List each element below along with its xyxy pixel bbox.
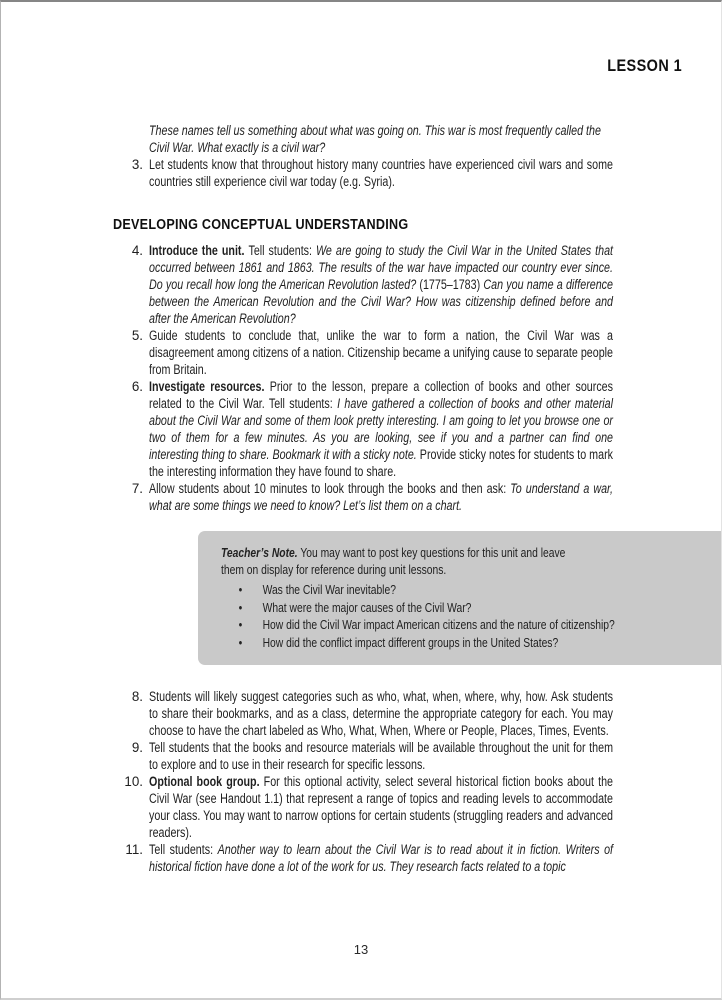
list-item-4 <box>113 242 613 327</box>
text-run: Introduce the unit. <box>149 243 249 258</box>
note-bullet <box>221 634 721 652</box>
list-item-5 <box>113 327 613 378</box>
list-item-9 <box>113 739 613 773</box>
text-run: What were the major causes of the Civil War? <box>262 599 472 615</box>
text-run: Can you name a difference between the American Revolution and the Civil War? How was citizenship defined before and after the American Revolution? <box>149 277 613 326</box>
text-run: Prior to the lesson, prepare a collection of books and other sources related to the Civil War. Tell students: <box>149 379 613 411</box>
text-run: For this optional activity, select several historical fiction books about the Civil War (see Handout 1.1) that represent a range of topics and reading levels to accommodate your class. You may want to narrow options for certain students (struggling readers and advanced readers). <box>149 774 613 840</box>
text-run: Provide sticky notes for students to mark the interesting information they have found to share. <box>149 447 613 479</box>
item-number: 10. <box>124 774 143 789</box>
text-run: Tell students that the books and resource materials will be available throughout the unit for them to explore and to use in their research for specific lessons. <box>149 740 613 772</box>
list-item-3 <box>113 156 613 190</box>
teachers-note-bullets <box>221 581 721 651</box>
text-run: Tell students: <box>149 842 218 857</box>
teachers-note-text <box>221 544 575 578</box>
text-run: Another way to learn about the Civil War is to read about it in fiction. Writers of historical fiction have done a lot of the work for us. They research facts related to a topic <box>149 842 613 874</box>
intro-paragraph <box>113 122 613 156</box>
note-bullet <box>221 581 721 599</box>
text-run: Guide students to conclude that, unlike the war to form a nation, the Civil War was a disagreement among citizens of a nation. Citizenship became a unifying cause to separate people from Britain. <box>149 328 613 377</box>
text-run: How did the conflict impact different groups in the United States? <box>262 634 559 650</box>
text-run: To understand a war, what are some things we need to know? Let’s list them on a chart. <box>149 481 613 513</box>
note-bullet <box>221 599 721 617</box>
text-run: (1775–1783) <box>419 277 484 292</box>
text-run: These names tell us something about what was going on. This war is most frequently called the Civil War. What exactly is a civil war? <box>149 123 601 155</box>
list-item-6 <box>113 378 613 480</box>
teachers-note-box <box>198 531 722 665</box>
text-run: I have gathered a collection of books and other material about the Civil War and some of them look pretty interesting. I am going to let you browse one or two of them for a few minutes. As you are looking, see if you and a partner can find one interesting thing to share. Bookmark it with a sticky note. <box>149 396 614 462</box>
item-number: 9. <box>131 740 143 755</box>
bullet-icon: • <box>238 634 243 650</box>
item-number: 6. <box>131 379 143 394</box>
item-number: 8. <box>131 689 143 704</box>
bottom-text-block <box>113 688 613 875</box>
list-item-7 <box>113 480 613 514</box>
text-run: Tell students: <box>248 243 316 258</box>
text-run: We are going to study the Civil War in the United States that occurred between 1861 and 1863. The results of the war have impacted our country ever since. Do you recall how long the American Revolution lasted? <box>149 243 614 292</box>
list-item-11 <box>113 841 613 875</box>
item-number: 3. <box>131 157 143 172</box>
section-heading: DEVELOPING CONCEPTUAL UNDERSTANDING <box>113 216 409 233</box>
text-run: Investigate resources. <box>149 379 270 394</box>
bullet-icon: • <box>238 617 243 632</box>
text-run: Students will likely suggest categories such as who, what, when, where, why, how. Ask students to share their bookmarks, and as a class, determine the appropriate category for each. You may choose to have the chart labeled as Who, What, When, Where or People, Places, Times, Events. <box>149 689 613 738</box>
middle-text-block <box>113 242 613 514</box>
text-run: Was the Civil War inevitable? <box>262 582 396 597</box>
bullet-icon: • <box>238 582 243 597</box>
text-run: How did the Civil War impact American citizens and the nature of citizenship? <box>262 617 615 632</box>
item-number: 11. <box>125 842 143 857</box>
page-number: 13 <box>353 942 369 957</box>
text-run: Let students know that throughout history many countries have experienced civil wars and some countries still experience civil war today (e.g. Syria). <box>149 157 613 189</box>
text-run: Allow students about 10 minutes to look through the books and then ask: <box>149 481 511 496</box>
item-number: 5. <box>131 328 143 343</box>
list-item-8 <box>113 688 613 739</box>
item-number: 4. <box>131 243 143 258</box>
list-item-10 <box>113 773 613 841</box>
text-run: Optional book group. <box>149 774 264 789</box>
lesson-header: LESSON 1 <box>607 56 682 75</box>
teachers-note-title: Teacher’s Note. <box>221 545 298 560</box>
text-run: You may want to post key questions for this unit and leave them on display for reference during unit lessons. <box>221 545 566 577</box>
note-bullet <box>221 616 721 634</box>
item-number: 7. <box>131 481 143 496</box>
top-text-block <box>113 122 613 190</box>
bullet-icon: • <box>238 599 243 615</box>
